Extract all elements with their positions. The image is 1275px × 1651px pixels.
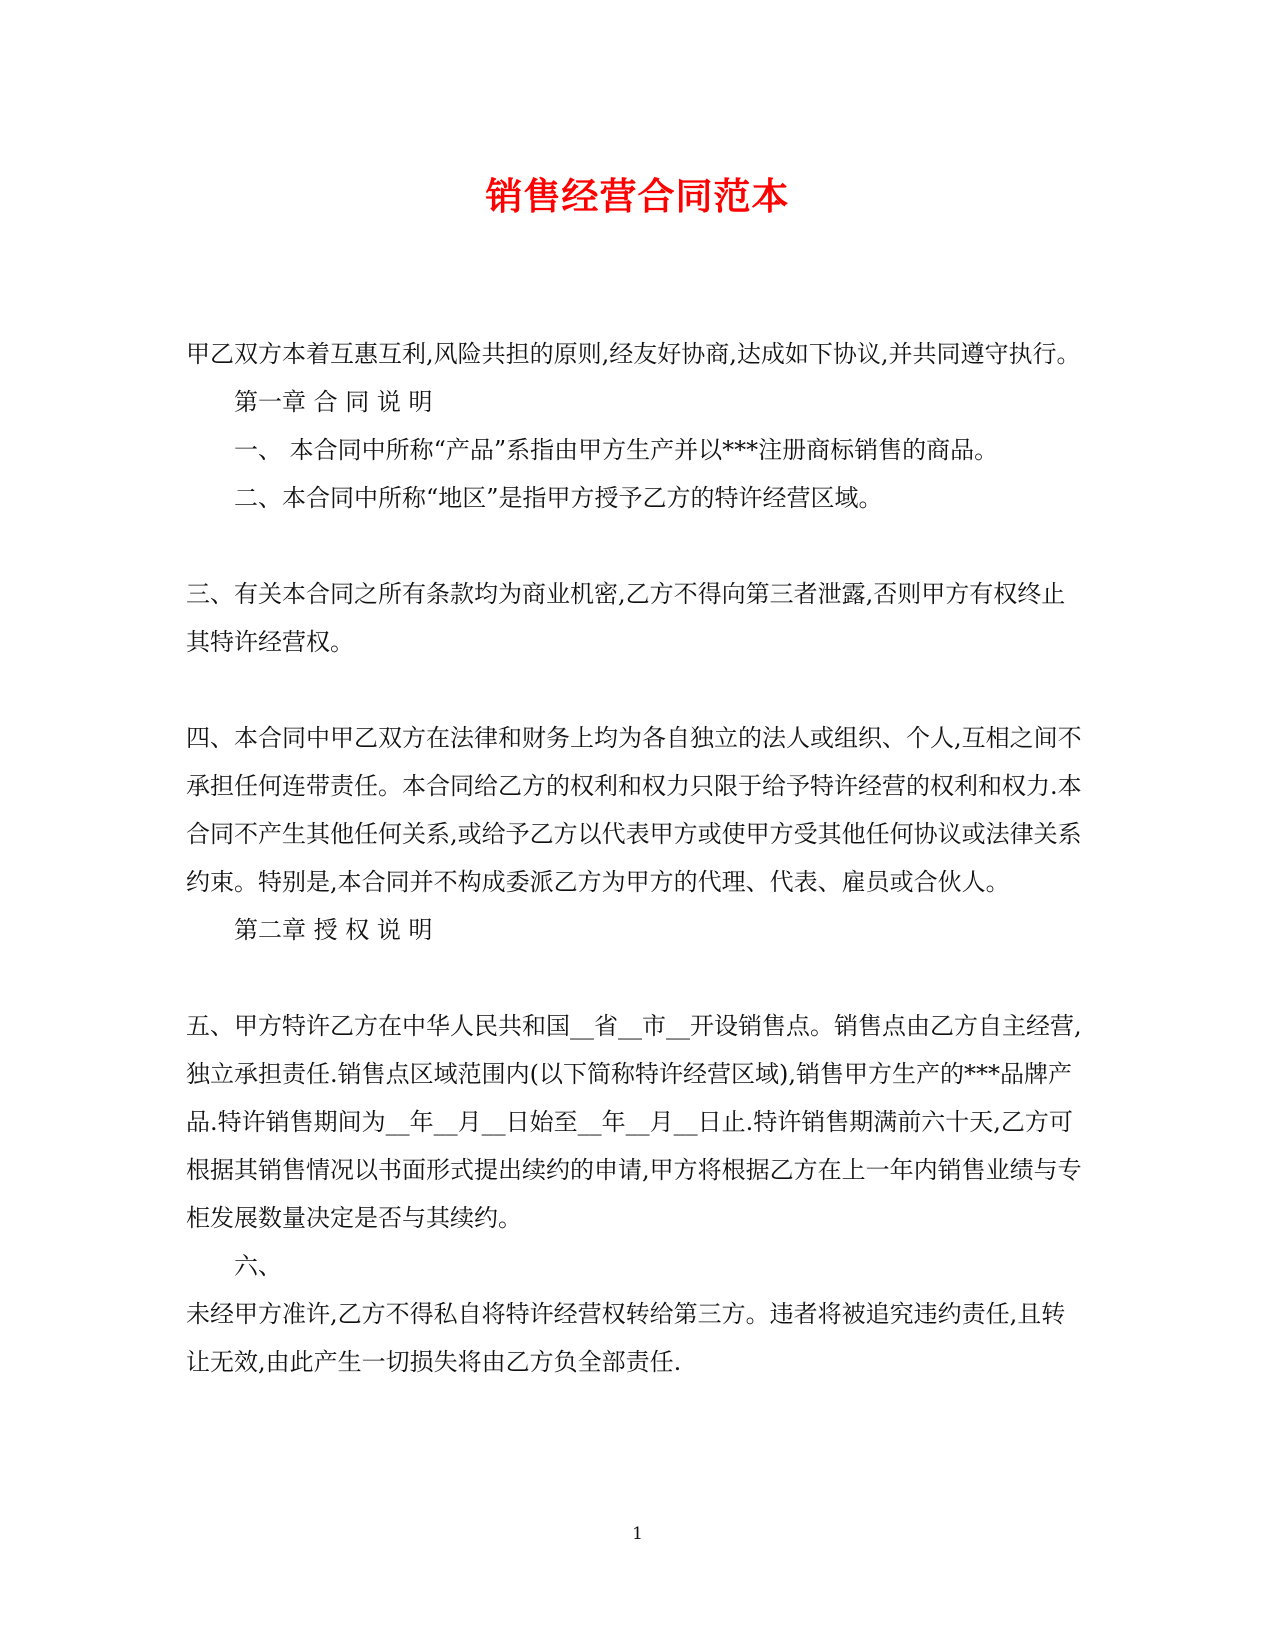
- paragraph-5: 五、甲方特许乙方在中华人民共和国__省__市__开设销售点。销售点由乙方自主经营,独立承担责任.销售点区域范围内(以下简称特许经营区域),销售甲方生产的***品牌产品.特许销售期间为__年__月__日始至__年__月__日止.特许销售期满前六十天,乙方可根据其销售情况以书面形式提出续约的申请,甲方将根据乙方在上一年内销售业绩与专柜发展数量决定是否与其续约。: [186, 1012, 1082, 1232]
- paragraph-4: 四、本合同中甲乙双方在法律和财务上均为各自独立的法人或组织、个人,互相之间不承担任何连带责任。本合同给乙方的权利和权力只限于给予特许经营的权利和权力.本合同不产生其他任何关系,或给予乙方以代表甲方或使甲方受其他任何协议或法律关系约束。特别是,本合同并不构成委派乙方为甲方的代理、代表、雇员或合伙人。: [186, 724, 1082, 896]
- paragraph-1: 一、 本合同中所称“产品”系指由甲方生产并以***注册商标销售的商品。: [234, 436, 999, 464]
- chapter-heading-1: 第一章 合 同 说 明: [234, 388, 433, 416]
- chapter-heading-2: 第二章 授 权 说 明: [234, 916, 433, 944]
- paragraph-6: 未经甲方准许,乙方不得私自将特许经营权转给第三方。违者将被追究违约责任,且转让无效,由此产生一切损失将由乙方负全部责任.: [186, 1300, 1066, 1376]
- paragraph-3: 三、有关本合同之所有条款均为商业机密,乙方不得向第三者泄露,否则甲方有权终止其特许经营权。: [186, 580, 1066, 656]
- page-number: 1: [632, 1524, 643, 1544]
- paragraph-intro: 甲乙双方本着互惠互利,风险共担的原则,经友好协商,达成如下协议,并共同遵守执行。: [186, 340, 1081, 368]
- document-body: [186, 330, 1086, 1386]
- paragraph-6-heading: 六、: [234, 1252, 282, 1280]
- paragraph-2: 二、本合同中所称“地区”是指甲方授予乙方的特许经营区域。: [234, 484, 883, 512]
- document-title: 销售经营合同范本: [485, 174, 790, 218]
